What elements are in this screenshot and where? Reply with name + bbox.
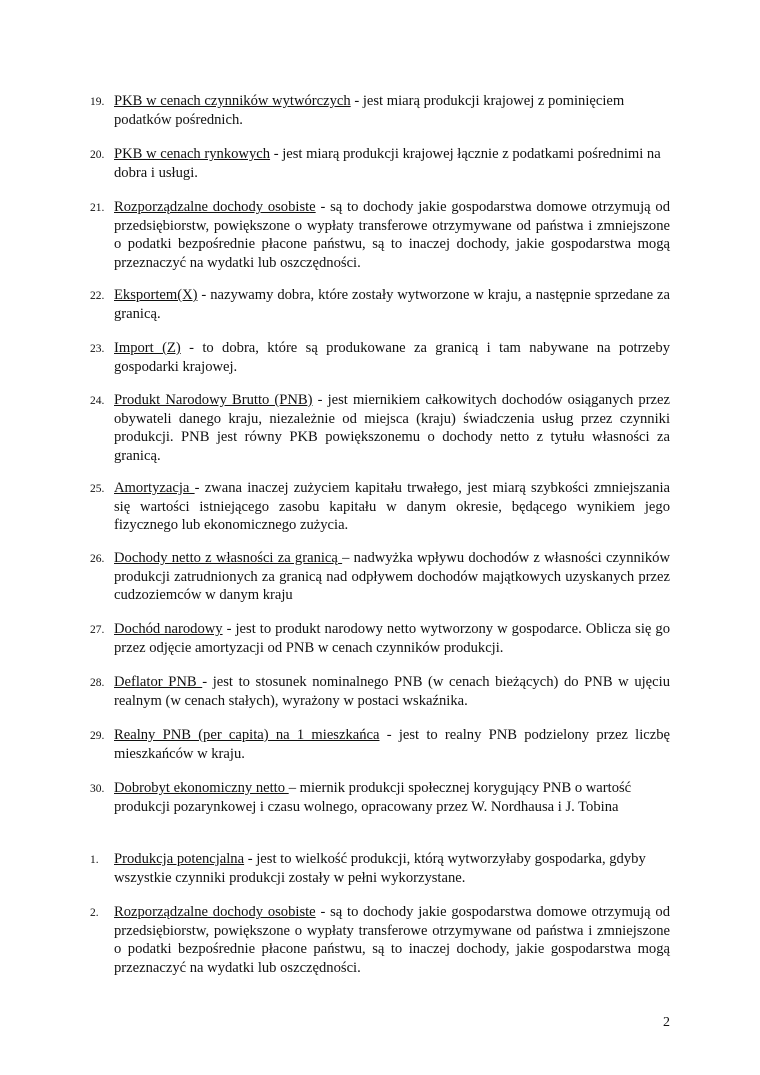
definition-item-28 bbox=[90, 673, 670, 710]
definition-item-26 bbox=[90, 549, 670, 605]
item-number: 27. bbox=[90, 624, 105, 636]
definition-term: Dochody netto z własności za granicą bbox=[114, 550, 343, 566]
definition-term: Dobrobyt ekonomiczny netto bbox=[114, 780, 289, 796]
definition-item-25 bbox=[90, 479, 670, 535]
definition-text: - jest to realny PNB podzielony przez liczbę mieszkańców w kraju. bbox=[114, 727, 670, 762]
definition-item-29 bbox=[90, 726, 670, 763]
definition-item-21 bbox=[90, 198, 670, 272]
definition-text: - jest miernikiem całkowitych dochodów osiąganych przez obywateli danego kraju, niezależnie od miejsca (kraju) świadczenia usług przez czynniki produkcji. PNB jest równy PKB powiększonemu o dochody netto z tytułu własności za granicą. bbox=[114, 392, 670, 464]
definition-term: Realny PNB (per capita) na 1 mieszkańca bbox=[114, 727, 380, 743]
definition-text: - zwana inaczej zużyciem kapitału trwałego, jest miarą szybkości zmniejszania się wartości istniejącego zasobu kapitału w danym okresie, będącego wynikiem jego fizycznego lub ekonomicznego zużycia. bbox=[114, 480, 671, 533]
definition-text: - jest to produkt narodowy netto wytworzony w gospodarce. Oblicza się go przez odjęcie amortyzacji od PNB w cenach czynników produkcji. bbox=[114, 621, 671, 656]
definition-term: Produkt Narodowy Brutto (PNB) bbox=[114, 392, 313, 408]
definition-term: Deflator PNB bbox=[114, 674, 203, 690]
definition-text: - to dobra, które są produkowane za granicą i tam nabywane na potrzeby gospodarki krajowej. bbox=[114, 340, 670, 375]
definition-item-19 bbox=[90, 92, 670, 129]
definition-text: - jest to stosunek nominalnego PNB (w cenach bieżących) do PNB w ujęciu realnym (w cenach stałych), wyrażony w postaci wskaźnika. bbox=[114, 674, 670, 709]
item-number: 29. bbox=[90, 730, 105, 742]
definition-term: Rozporządzalne dochody osobiste bbox=[114, 199, 316, 215]
definition-item-20 bbox=[90, 145, 670, 182]
definition-term: Eksportem(X) bbox=[114, 287, 198, 303]
definition-term: Dochód narodowy bbox=[114, 621, 223, 637]
definition-text: - są to dochody jakie gospodarstwa domowe otrzymują od przedsiębiorstw, powiększone o wypłaty transferowe otrzymywane od państwa i zmniejszone o podatki bezpośrednie płacone państwu, są to inaczej dochody, jakie gospodarstwa mogą przeznaczyć na wydatki lub oszczędności. bbox=[114, 199, 671, 271]
definition-item-23 bbox=[90, 339, 670, 376]
definition-term: Amortyzacja bbox=[114, 480, 195, 496]
definition-term: Rozporządzalne dochody osobiste bbox=[114, 904, 316, 920]
item-number: 30. bbox=[90, 783, 105, 795]
definition-item-b1 bbox=[90, 850, 670, 887]
definition-item-22 bbox=[90, 286, 670, 323]
definition-term: PKB w cenach czynników wytwórczych bbox=[114, 93, 351, 109]
definition-item-30 bbox=[90, 779, 670, 816]
page-number: 2 bbox=[663, 1015, 670, 1030]
definition-text: - jest miarą produkcji krajowej łącznie z podatkami pośrednimi na dobra i usługi. bbox=[114, 146, 661, 181]
definition-item-b2 bbox=[90, 903, 670, 977]
definition-term: PKB w cenach rynkowych bbox=[114, 146, 271, 162]
definition-term: Import (Z) bbox=[114, 340, 181, 356]
item-number: 20. bbox=[90, 149, 105, 161]
item-number: 24. bbox=[90, 395, 105, 407]
definition-term: Produkcja potencjalna bbox=[114, 851, 245, 867]
definition-text: – miernik produkcji społecznej korygujący PNB o wartość produkcji pozarynkowej i czasu wolnego, opracowany przez W. Nordhausa i J. Tobina bbox=[114, 780, 632, 815]
item-number: 22. bbox=[90, 290, 105, 302]
item-number: 26. bbox=[90, 553, 105, 565]
item-number: 2. bbox=[90, 907, 99, 919]
definition-text: – nadwyżka wpływu dochodów z własności czynników produkcji zatrudnionych za granicą nad odpływem dochodów majątkowych uzyskanych przez cudzoziemców w danym kraju bbox=[114, 550, 670, 603]
item-number: 1. bbox=[90, 854, 99, 866]
definition-item-24 bbox=[90, 391, 670, 465]
definition-text: - są to dochody jakie gospodarstwa domowe otrzymują od przedsiębiorstw, powiększone o wypłaty transferowe otrzymywane od państwa i zmniejszone o podatki bezpośrednie płacone państwu, są to inaczej dochody, jakie gospodarstwa mogą przeznaczyć na wydatki lub oszczędności. bbox=[114, 904, 671, 976]
item-number: 21. bbox=[90, 202, 105, 214]
definition-text: - jest to wielkość produkcji, którą wytworzyłaby gospodarka, gdyby wszystkie czynniki produkcji zostały w pełni wykorzystane. bbox=[114, 851, 646, 886]
item-number: 25. bbox=[90, 483, 105, 495]
definition-text: - jest miarą produkcji krajowej z pominięciem podatków pośrednich. bbox=[114, 93, 625, 128]
item-number: 19. bbox=[90, 96, 105, 108]
definition-text: - nazywamy dobra, które zostały wytworzone w kraju, a następnie sprzedane za granicą. bbox=[114, 287, 670, 322]
item-number: 23. bbox=[90, 343, 105, 355]
item-number: 28. bbox=[90, 677, 105, 689]
definition-item-27 bbox=[90, 620, 670, 657]
